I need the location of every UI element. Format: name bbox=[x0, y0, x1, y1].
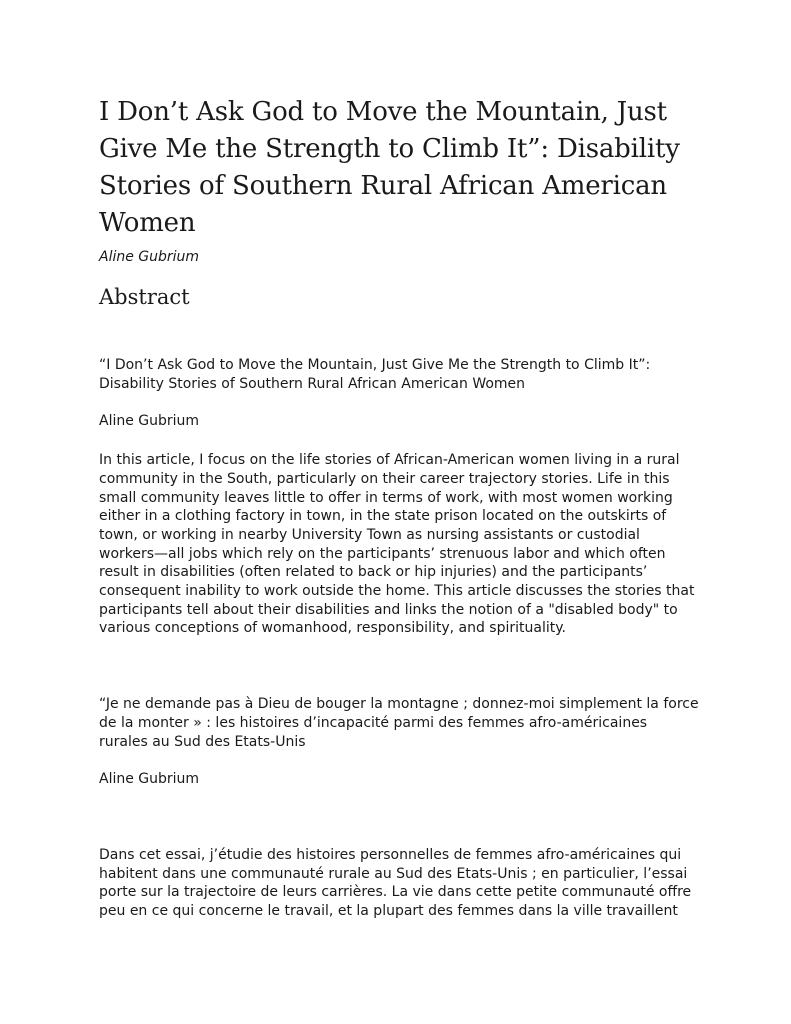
article-author: Aline Gubrium bbox=[99, 249, 200, 265]
article-title: I Don’t Ask God to Move the Mountain, Just Give Me the Strength to Climb It”: Disability Stories of Southern Rural African American Women bbox=[99, 97, 680, 238]
abstract-en-title: “I Don’t Ask God to Move the Mountain, Just Give Me the Strength to Climb It”: Disability Stories of Southern Rural African American Women bbox=[99, 357, 651, 392]
abstract-en-author: Aline Gubrium bbox=[99, 413, 200, 430]
abstract-fr-body: Dans cet essai, j’étudie des histoires personnelles de femmes afro-américaines qui habitent dans une communauté rurale au Sud des Etats-Unis ; en particulier, l’essai porte sur la trajectoire de leurs carrières. La vie dans cette petite communauté offre peu en ce qui concerne le travail, et la plupart des femmes dans la ville travaillent bbox=[99, 846, 692, 920]
abstract-heading: Abstract bbox=[99, 285, 190, 309]
article-page bbox=[99, 94, 699, 921]
abstract-fr-author: Aline Gubrium bbox=[99, 771, 200, 788]
abstract-en-body: In this article, I focus on the life stories of African-American women living in a rural community in the South, particularly on their career trajectory stories. Life in this small community leaves little to offer in terms of work, with most women working either in a clothing factory in town, in the state prison located on the outskirts of town, or working in nearby University Town as nursing assistants or custodial workers—all jobs which rely on the participants’ strenuous labor and which often result in disabilities (often related to back or hip injuries) and the participants’ consequent inability to work outside the home. This article discusses the stories that participants tell about their disabilities and links the notion of a "disabled body" to various conceptions of womanhood, responsibility, and spirituality. bbox=[99, 452, 695, 637]
abstract-fr-title: “Je ne demande pas à Dieu de bouger la montagne ; donnez-moi simplement la force de la monter » : les histoires d’incapacité parmi des femmes afro-américaines rurales au Sud des Etats-Unis bbox=[99, 696, 699, 750]
